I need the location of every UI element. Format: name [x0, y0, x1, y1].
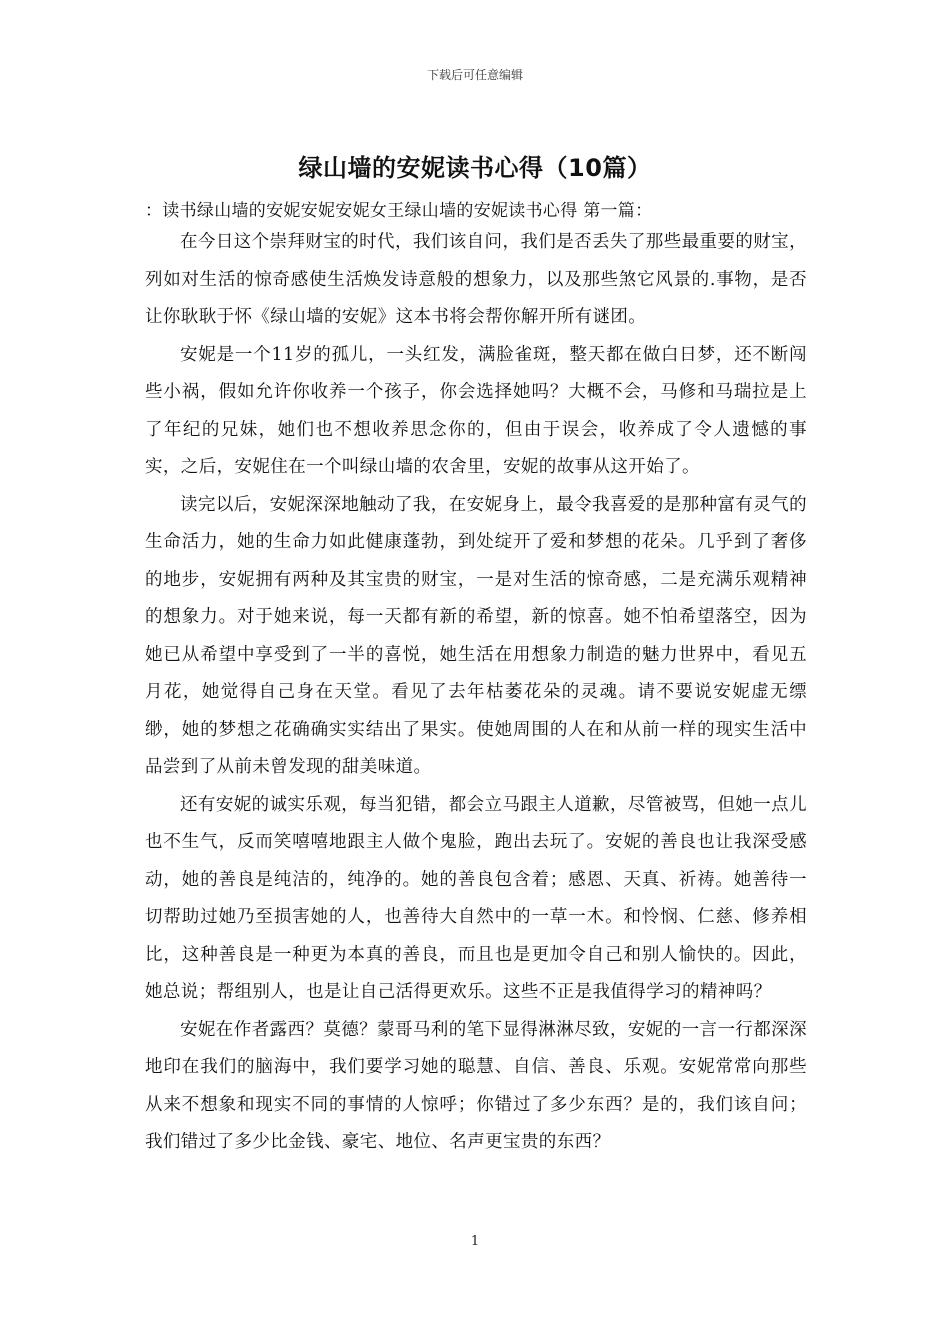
paragraph-2: 安妮是一个11岁的孤儿，一头红发，满脸雀斑，整天都在做白日梦，还不断闯些小祸，假如允许你收养一个孩子，你会选择她吗？大概不会，马修和马瑞拉是上了年纪的兄妹，她们也不想收养思念你的，但由于误会，收养成了令人遗憾的事实，之后，安妮住在一个叫绿山墙的农舍里，安妮的故事从这开始了。: [145, 344, 807, 477]
paragraph-4: 还有安妮的诚实乐观，每当犯错，都会立马跟主人道歉，尽管被骂，但她一点儿也不生气，反而笑嘻嘻地跟主人做个鬼脸，跑出去玩了。安妮的善良也让我深受感动，她的善良是纯洁的，纯净的。她的善良包含着；感恩、天真、祈祷。她善待一切帮助过她乃至损害她的人，也善待大自然中的一草一木。和怜悯、仁慈、修养相比，这种善良是一种更为本真的善良，而且也是更加令自己和别人愉快的。因此，她总说；帮组别人，也是让自己活得更欢乐。这些不正是我值得学习的精神吗？: [145, 794, 807, 1002]
document-title: 绿山墙的安妮读书心得（10篇）: [298, 154, 652, 182]
page-number: 1: [470, 1234, 480, 1249]
paragraph-1: 在今日这个崇拜财宝的时代，我们该自问，我们是否丢失了那些最重要的财宝，列如对生活的惊奇感使生活焕发诗意般的想象力，以及那些煞它风景的.事物，是否让你耿耿于怀《绿山墙的安妮》这本书将会帮你解开所有谜团。: [145, 232, 807, 327]
paragraph-3: 读完以后，安妮深深地触动了我，在安妮身上，最令我喜爱的是那种富有灵气的生命活力，她的生命力如此健康蓬勃，到处绽开了爱和梦想的花朵。几乎到了奢侈的地步，安妮拥有两种及其宝贵的财宝，一是对生活的惊奇感，二是充满乐观精神的想象力。对于她来说，每一天都有新的希望，新的惊喜。她不怕希望落空，因为她已从希望中享受到了一半的喜悦，她生活在用想象力制造的魅力世界中，看见五月花，她觉得自己身在天堂。看见了去年枯萎花朵的灵魂。请不要说安妮虚无缥缈，她的梦想之花确确实实结出了果实。使她周围的人在和从前一样的现实生活中品尝到了从前未曾发现的甜美味道。: [145, 494, 807, 777]
document-body: [145, 198, 807, 1162]
header-note: 下载后可任意编辑: [426, 68, 523, 82]
lead-line: ：读书绿山墙的安妮安妮安妮女王绿山墙的安妮读书心得 第一篇：: [145, 201, 653, 221]
paragraph-5: 安妮在作者露西？莫德？蒙哥马利的笔下显得淋淋尽致，安妮的一言一行都深深地印在我们的脑海中，我们要学习她的聪慧、自信、善良、乐观。安妮常常向那些从来不想象和现实不同的事情的人惊呼；你错过了多少东西？是的，我们该自问；我们错过了多少比金钱、豪宅、地位、名声更宝贵的东西？: [145, 1019, 807, 1152]
